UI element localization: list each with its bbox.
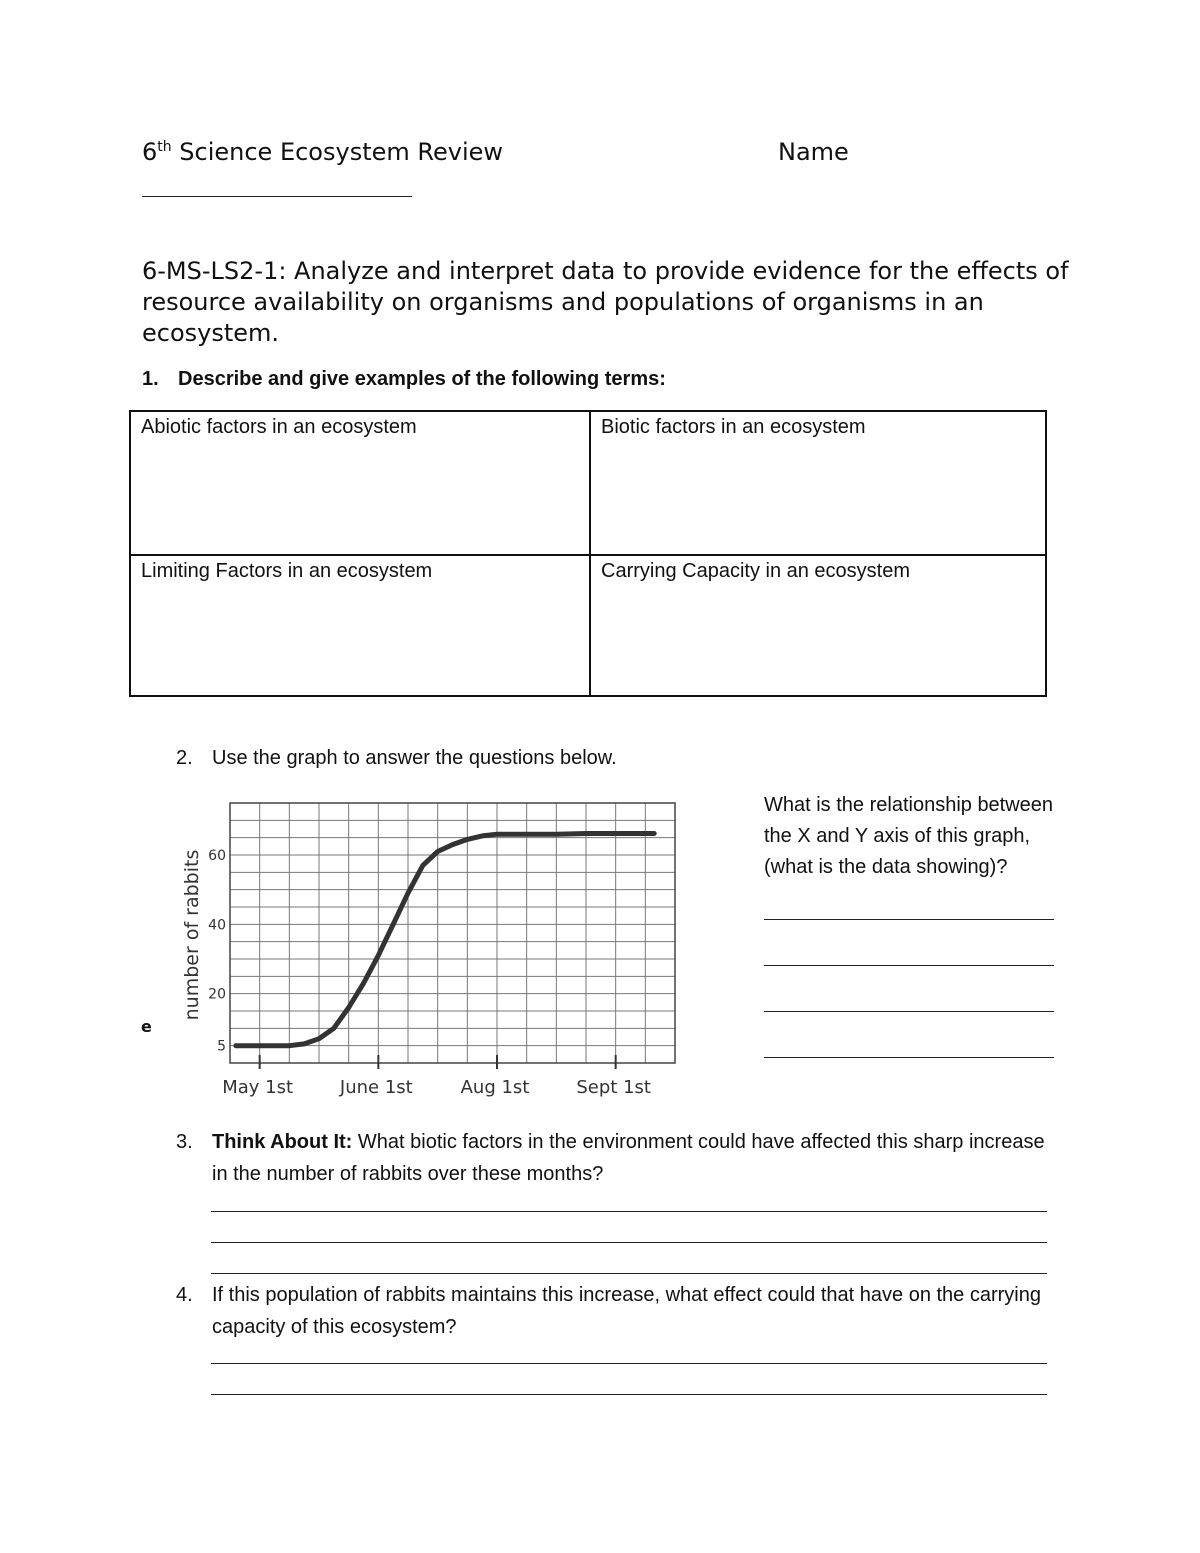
biotic-factors-label: Biotic factors in an ecosystem [601,416,866,438]
answer-line[interactable] [211,1242,1047,1243]
x-axis-tick-labels [222,1077,651,1098]
carrying-capacity-label: Carrying Capacity in an ecosystem [601,560,911,582]
answer-line[interactable] [764,965,1054,966]
limiting-factors-cell[interactable] [131,556,589,697]
y-tick-label: 40 [208,917,226,934]
title-text: Science Ecosystem Review [171,138,504,166]
question-3-text: What biotic factors in the environment could have affected this sharp increase in the number of rabbits over these months? [212,1131,1045,1185]
biotic-factors-cell[interactable] [591,412,1047,554]
x-tick-label: Aug 1st [460,1077,530,1098]
question-4 [176,1279,1056,1349]
y-axis-tick-labels [208,848,226,1055]
question-2 [176,742,1076,774]
answer-line[interactable] [764,1011,1054,1012]
question-2-text: Use the graph to answer the questions below. [212,747,617,769]
question-1 [142,368,666,391]
y-tick-label: 20 [208,986,226,1003]
standard-statement: 6-MS-LS2-1: Analyze and interpret data to provide evidence for the effects of resource availability on organisms and populations of organisms in an ecosystem. [142,257,1069,347]
terms-table [129,410,1047,697]
answer-line[interactable] [211,1363,1047,1364]
rabbit-population-line [236,834,654,1046]
answer-line[interactable] [764,1057,1054,1058]
answer-line[interactable] [211,1273,1047,1274]
question-3-body [212,1126,1052,1190]
question-2-number: 2. [176,747,193,769]
grade-number: 6 [142,138,158,166]
x-tick-label: Sept 1st [576,1077,651,1098]
y-tick-label: 60 [208,848,226,864]
rabbit-population-chart [170,790,710,1110]
x-tick-label: June 1st [339,1077,413,1098]
answer-line[interactable] [764,919,1054,920]
question-3 [176,1126,1056,1196]
question-4-text: If this population of rabbits maintains this increase, what effect could that have on the carrying capacity of this ecosystem? [212,1284,1041,1338]
answer-line[interactable] [211,1394,1047,1395]
answer-line[interactable] [211,1211,1047,1212]
y-tick-label: 5 [217,1038,226,1055]
limiting-factors-label: Limiting Factors in an ecosystem [141,560,433,582]
abiotic-factors-label: Abiotic factors in an ecosystem [141,416,417,438]
carrying-capacity-cell[interactable] [591,556,1047,697]
question-1-text: Describe and give examples of the following terms: [178,368,666,390]
name-label: Name [778,138,849,166]
abiotic-factors-cell[interactable] [131,412,589,554]
y-axis-label: number of rabbits [181,849,203,1021]
grade-suffix: th [157,139,172,155]
worksheet-title [142,138,1102,172]
name-blank-line[interactable] [142,196,412,197]
question-3-number: 3. [176,1131,193,1153]
question-4-number: 4. [176,1284,193,1306]
question-3-lead: Think About It: [212,1131,353,1153]
question-1-number: 1. [142,368,159,390]
side-question: What is the relationship between the X and Y axis of this graph, (what is the data showing)? [764,794,1054,878]
x-tick-label: May 1st [222,1077,294,1098]
stray-letter: e [141,1017,152,1036]
